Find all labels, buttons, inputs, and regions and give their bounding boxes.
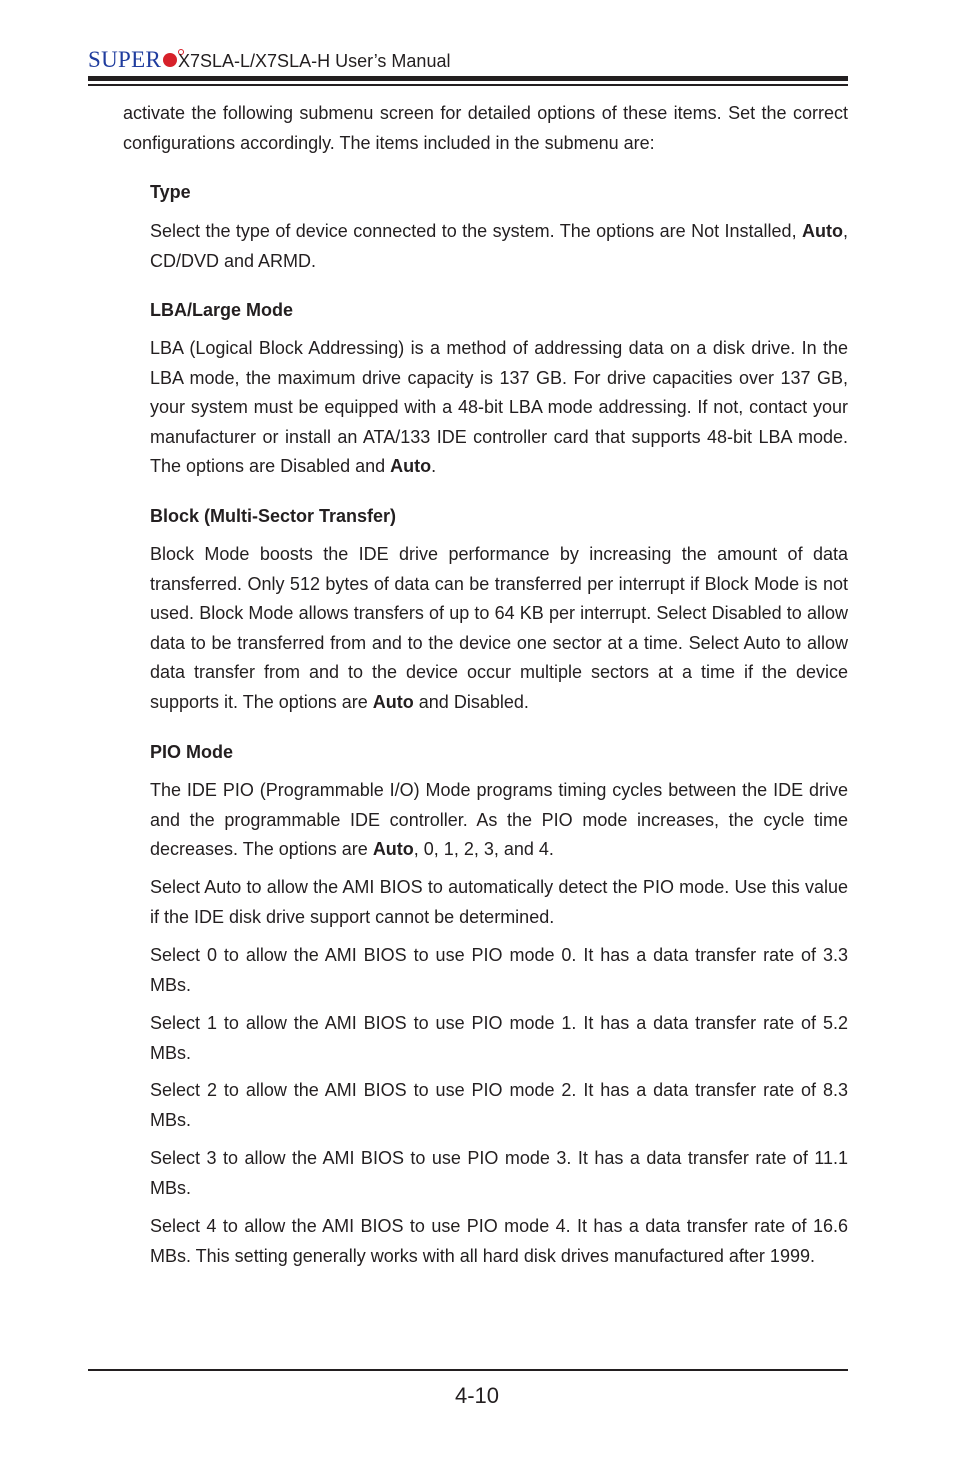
pio-paragraph-mode3: Select 3 to allow the AMI BIOS to use PIO mode 3. It has a data transfer rate of 11.1 MBs. xyxy=(150,1148,848,1198)
pio-paragraph-mode4: Select 4 to allow the AMI BIOS to use PIO mode 4. It has a data transfer rate of 16.6 MBs. This setting generally works with all hard disk drives manufactured after 1999. xyxy=(150,1216,848,1266)
manual-title: X7SLA-L/X7SLA-H User’s Manual xyxy=(178,51,451,71)
lba-paragraph: LBA (Logical Block Addressing) is a method of addressing data on a disk drive. In the LBA mode, the maximum drive capacity is 137 GB. For drive capacities over 137 GB, your system must be equipped with a 48-bit LBA mode addressing. If not, contact your manufacturer or install an ATA/133 IDE controller card that supports 48-bit LBA mode. The options are Disabled and Auto. xyxy=(150,338,848,476)
intro-paragraph: activate the following submenu screen for detailed options of these items. Set the correct configurations accordingly. The items included in the submenu are: xyxy=(123,103,848,153)
pio-paragraph-auto: Select Auto to allow the AMI BIOS to automatically detect the PIO mode. Use this value if the IDE disk drive support cannot be determined. xyxy=(150,877,848,927)
header-rule-thin xyxy=(88,84,848,86)
pio-paragraph-mode2: Select 2 to allow the AMI BIOS to use PIO mode 2. It has a data transfer rate of 8.3 MBs. xyxy=(150,1080,848,1130)
page-header xyxy=(88,42,848,92)
logo-text: SUPER xyxy=(88,47,162,72)
pio-paragraph-mode1: Select 1 to allow the AMI BIOS to use PIO mode 1. It has a data transfer rate of 5.2 MBs. xyxy=(150,1013,848,1063)
pio-paragraph-mode0: Select 0 to allow the AMI BIOS to use PIO mode 0. It has a data transfer rate of 3.3 MBs. xyxy=(150,945,848,995)
pio-default-option: Auto xyxy=(372,839,414,859)
block-heading: Block (Multi-Sector Transfer) xyxy=(150,506,397,526)
pio-heading: PIO Mode xyxy=(150,742,234,762)
page-number: 4-10 xyxy=(454,1383,500,1408)
footer-rule xyxy=(88,1369,848,1371)
block-paragraph: Block Mode boosts the IDE drive performance by increasing the amount of data transferred. Only 512 bytes of data can be transferred per interrupt if Block Mode is not used. Block Mode allows transfers of up to 64 KB per interrupt. Select Disabled to allow data to be transferred from and to the device one sector at a time. Select Auto to allow data transfer from and to the device occur multiple sectors at a time if the device supports it. The options are Auto and Disabled. xyxy=(150,544,848,712)
pio-paragraph-1: The IDE PIO (Programmable I/O) Mode programs timing cycles between the IDE drive and the programmable IDE controller. As the PIO mode increases, the cycle time decreases. The options are Auto, 0, 1, 2, 3, and 4. xyxy=(150,780,848,859)
supermicro-logo xyxy=(88,47,177,73)
type-heading: Type xyxy=(150,182,191,202)
logo-dot-icon xyxy=(163,53,177,67)
type-default-option: Auto xyxy=(802,221,843,241)
block-default-option: Auto xyxy=(372,691,414,712)
header-rule-thick xyxy=(88,76,848,81)
lba-default-option: Auto xyxy=(390,456,432,476)
lba-heading: LBA/Large Mode xyxy=(150,300,294,320)
type-paragraph: Select the type of device connected to the system. The options are Not Installed, Auto, CD/DVD and ARMD. xyxy=(150,221,848,271)
